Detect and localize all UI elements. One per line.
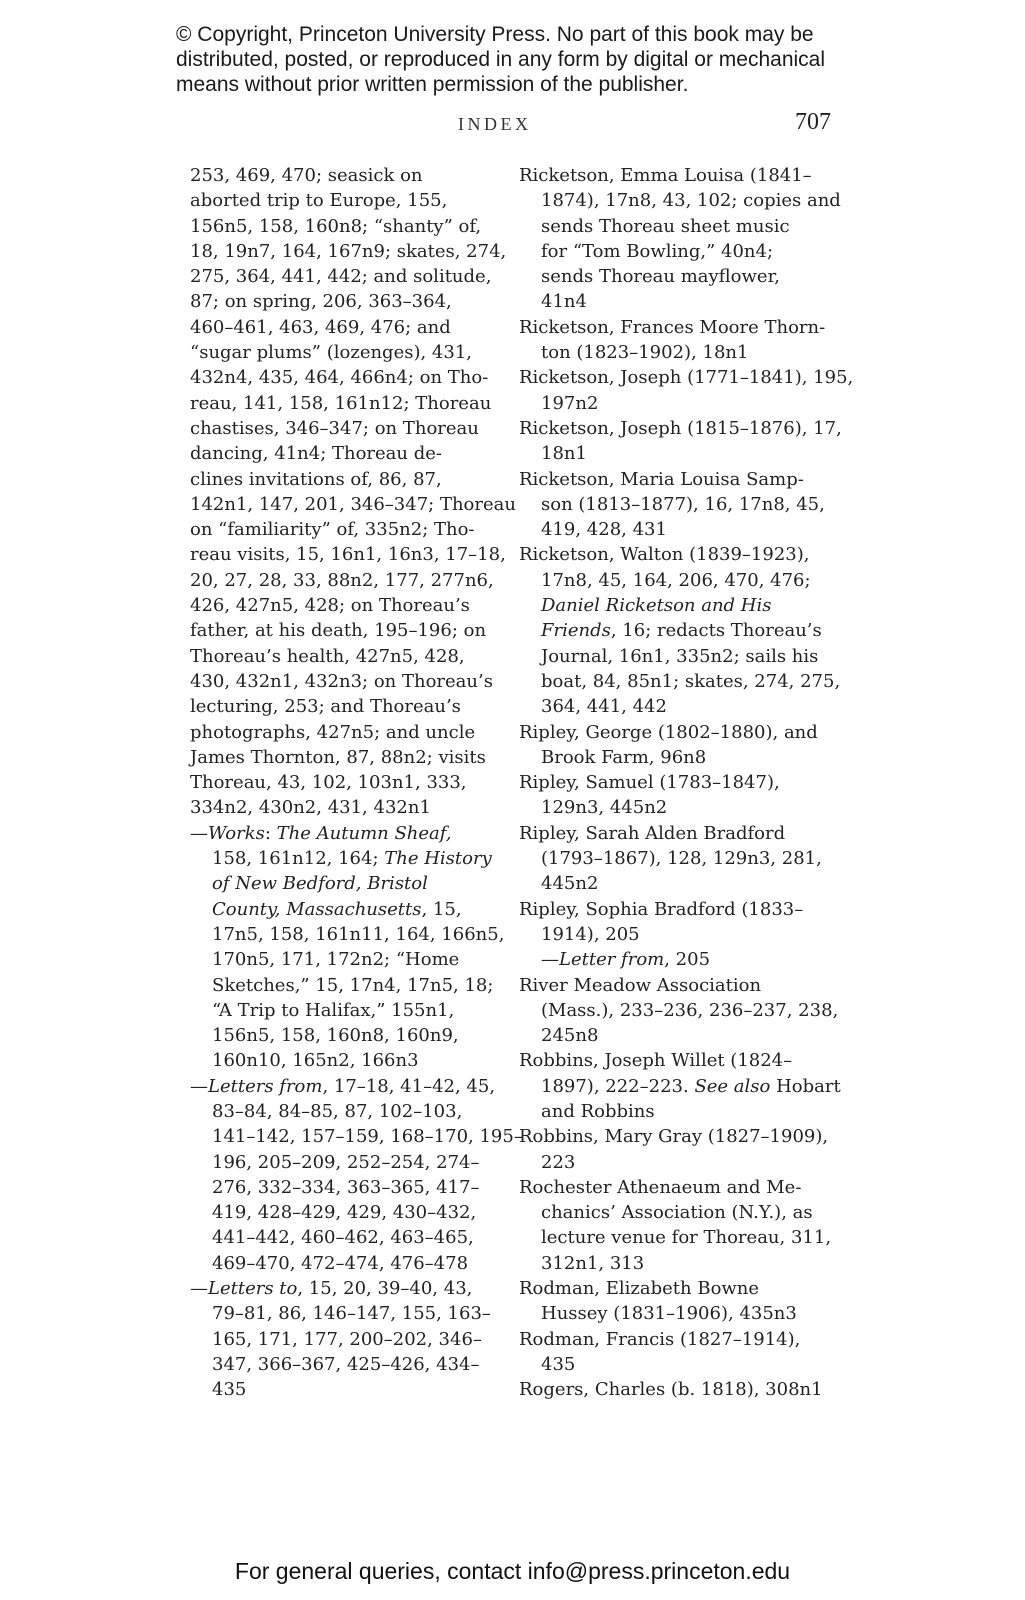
- index-italic-text: Letter from: [559, 949, 665, 971]
- index-line: [519, 1251, 839, 1276]
- index-text: 276, 332–334, 363–365, 417–: [212, 1176, 480, 1198]
- index-line: [190, 1276, 500, 1301]
- index-text: father, at his death, 195–196; on: [190, 620, 487, 642]
- index-line: [190, 441, 500, 466]
- index-line: [190, 365, 500, 390]
- index-line: [519, 1074, 839, 1099]
- copyright-notice-line: distributed, posted, or reproduced in any form by digital or mechanical: [176, 48, 826, 71]
- index-text: River Meadow Association: [519, 974, 762, 996]
- index-line: [519, 770, 839, 795]
- index-line: [519, 821, 839, 846]
- index-text: —: [190, 822, 208, 844]
- index-text: 469–470, 472–474, 476–478: [212, 1252, 469, 1274]
- index-line: [519, 239, 839, 264]
- index-line: [519, 1327, 839, 1352]
- index-text: :: [264, 822, 277, 844]
- index-italic-text: Works: [208, 822, 265, 844]
- index-text: , 15, 20, 39–40, 43,: [297, 1278, 473, 1300]
- index-text: Journal, 16n1, 335n2; sails his: [541, 645, 819, 667]
- index-line: [519, 188, 839, 213]
- index-text: Hussey (1831–1906), 435n3: [541, 1303, 797, 1325]
- index-text: 17n8, 45, 164, 206, 470, 476;: [541, 569, 811, 591]
- index-text: 142n1, 147, 201, 346–347; Thoreau: [190, 493, 516, 515]
- index-line: [190, 1099, 500, 1124]
- index-line: [190, 973, 500, 998]
- index-text: 253, 469, 470; seasick on: [190, 165, 423, 186]
- index-text: Ricketson, Walton (1839–1923),: [519, 544, 810, 566]
- index-line: [190, 694, 500, 719]
- index-italic-text: Letters from: [208, 1075, 323, 1097]
- index-line: [190, 593, 500, 618]
- index-line: [519, 416, 842, 441]
- index-line: [519, 492, 839, 517]
- index-line: [190, 188, 500, 213]
- index-text: 196, 205–209, 252–254, 274–: [212, 1151, 480, 1173]
- index-text: 170n5, 171, 172n2; “Home: [212, 949, 460, 971]
- index-text: reau, 141, 158, 161n12; Thoreau: [190, 392, 492, 414]
- copyright-notice-line: © Copyright, Princeton University Press. No part of this book may be: [176, 23, 814, 46]
- index-line: [519, 669, 839, 694]
- index-line: [519, 897, 839, 922]
- index-line: [519, 998, 839, 1023]
- index-text: Ricketson, Joseph (1815–1876), 17,: [519, 417, 842, 439]
- index-text: (Mass.), 233–236, 236–237, 238,: [541, 999, 839, 1021]
- index-italic-text: See also: [694, 1075, 771, 1097]
- index-text: lecture venue for Thoreau, 311,: [541, 1227, 832, 1249]
- index-text: boat, 84, 85n1; skates, 274, 275,: [541, 670, 841, 692]
- index-italic-text: Friends: [541, 620, 611, 642]
- index-line: [190, 289, 500, 314]
- index-text: Robbins, Joseph Willet (1824–: [519, 1050, 793, 1072]
- index-line: [190, 467, 500, 492]
- index-line: [519, 973, 839, 998]
- index-text: Ricketson, Maria Louisa Samp-: [519, 468, 804, 490]
- index-italic-text: Letters to: [208, 1278, 298, 1300]
- index-line: [190, 239, 507, 264]
- index-line: [519, 1048, 839, 1073]
- index-text: for “Tom Bowling,” 40n4;: [541, 240, 774, 262]
- index-line: [190, 1175, 500, 1200]
- index-text: sends Thoreau sheet music: [541, 215, 790, 237]
- index-line: [519, 264, 839, 289]
- index-text: ton (1823–1902), 18n1: [541, 342, 749, 364]
- index-text: 445n2: [541, 873, 599, 895]
- index-text: 20, 27, 28, 33, 88n2, 177, 277n6,: [190, 569, 494, 591]
- index-text: 197n2: [541, 392, 599, 414]
- index-text: Ricketson, Emma Louisa (1841–: [519, 165, 812, 186]
- index-line: [190, 897, 500, 922]
- index-line: [190, 745, 500, 770]
- copyright-notice-line: means without prior written permission of the publisher.: [176, 73, 689, 96]
- index-line: [519, 517, 839, 542]
- index-line: [519, 871, 839, 896]
- index-text: 87; on spring, 206, 363–364,: [190, 291, 452, 313]
- index-text: chastises, 346–347; on Thoreau: [190, 417, 479, 439]
- index-text: 312n1, 313: [541, 1252, 645, 1274]
- index-text: Ricketson, Frances Moore Thorn-: [519, 316, 826, 338]
- index-text: Ripley, George (1802–1880), and: [519, 721, 818, 743]
- index-line: [519, 1225, 839, 1250]
- index-text: chanics’ Association (N.Y.), as: [541, 1202, 813, 1224]
- index-line: [190, 1074, 500, 1099]
- index-line: [519, 1099, 839, 1124]
- index-text: 141–142, 157–159, 168–170, 195–: [212, 1126, 523, 1148]
- index-line: [519, 1150, 839, 1175]
- index-text: , 15,: [421, 898, 462, 920]
- index-line: [519, 568, 839, 593]
- index-line: [190, 264, 500, 289]
- index-text: sends Thoreau mayflower,: [541, 266, 780, 288]
- index-text: James Thornton, 87, 88n2; visits: [190, 746, 486, 768]
- index-line: [519, 1124, 839, 1149]
- index-text: 17n5, 158, 161n11, 164, 166n5,: [212, 923, 505, 945]
- index-text: and Robbins: [541, 1100, 655, 1122]
- index-line: [190, 1377, 500, 1402]
- index-line: [190, 871, 500, 896]
- index-line: [190, 998, 500, 1023]
- index-line: [190, 1251, 500, 1276]
- index-line: [190, 947, 500, 972]
- index-text: (1793–1867), 128, 129n3, 281,: [541, 848, 822, 870]
- index-line: [519, 846, 839, 871]
- index-text: 245n8: [541, 1025, 599, 1047]
- index-text: photographs, 427n5; and uncle: [190, 721, 476, 743]
- index-line: [190, 669, 500, 694]
- index-text: 165, 171, 177, 200–202, 346–: [212, 1328, 482, 1350]
- index-text: Rodman, Francis (1827–1914),: [519, 1328, 801, 1350]
- index-text: 430, 432n1, 432n3; on Thoreau’s: [190, 670, 493, 692]
- index-line: [519, 947, 839, 972]
- index-text: dancing, 41n4; Thoreau de-: [190, 443, 442, 465]
- index-line: [519, 1023, 839, 1048]
- index-line: [190, 1124, 523, 1149]
- index-line: [519, 1377, 839, 1402]
- index-text: 18n1: [541, 443, 587, 465]
- index-line: [190, 1023, 500, 1048]
- index-line: [190, 1301, 500, 1326]
- index-line: [190, 644, 500, 669]
- index-text: on “familiarity” of, 335n2; Tho-: [190, 519, 475, 541]
- index-text: 223: [541, 1151, 576, 1173]
- index-text: 83–84, 84–85, 87, 102–103,: [212, 1100, 463, 1122]
- index-italic-text: The History: [384, 848, 492, 870]
- index-line: [190, 214, 500, 239]
- index-text: 419, 428, 431: [541, 519, 667, 541]
- index-text: 129n3, 445n2: [541, 797, 668, 819]
- index-text: —: [541, 949, 559, 971]
- index-line: [190, 846, 500, 871]
- index-text: 275, 364, 441, 442; and solitude,: [190, 266, 492, 288]
- index-text: , 17–18, 41–42, 45,: [322, 1075, 496, 1097]
- index-line: [190, 391, 500, 416]
- index-text: Ripley, Samuel (1783–1847),: [519, 772, 780, 794]
- index-line: [190, 542, 506, 567]
- index-text: “A Trip to Halifax,” 155n1,: [212, 999, 455, 1021]
- index-line: [190, 315, 500, 340]
- index-line: [519, 1352, 839, 1377]
- index-text: “sugar plums” (lozenges), 431,: [190, 342, 473, 364]
- index-line: [519, 1301, 839, 1326]
- index-text: 1897), 222–223.: [541, 1075, 695, 1097]
- index-text: 435: [212, 1379, 247, 1401]
- index-line: [519, 694, 839, 719]
- index-text: 460–461, 463, 469, 476; and: [190, 316, 451, 338]
- index-line: [190, 1048, 500, 1073]
- index-text: 364, 441, 442: [541, 696, 667, 718]
- index-line: [190, 340, 500, 365]
- index-line: [190, 1225, 500, 1250]
- index-text: 41n4: [541, 291, 587, 313]
- index-line: [519, 391, 839, 416]
- index-text: Rochester Athenaeum and Me-: [519, 1176, 802, 1198]
- index-line: [190, 416, 500, 441]
- index-text: Ricketson, Joseph (1771–1841), 195,: [519, 367, 854, 389]
- index-text: reau visits, 15, 16n1, 16n3, 17–18,: [190, 544, 506, 566]
- index-text: Brook Farm, 96n8: [541, 746, 707, 768]
- running-head: INDEX: [458, 114, 532, 134]
- index-text: Hobart: [770, 1075, 841, 1097]
- index-text: 156n5, 158, 160n8; “shanty” of,: [190, 215, 482, 237]
- index-line: [519, 542, 839, 567]
- index-text: 432n4, 435, 464, 466n4; on Tho-: [190, 367, 489, 389]
- index-line: [519, 795, 839, 820]
- index-line: [190, 568, 500, 593]
- index-text: 160n10, 165n2, 166n3: [212, 1050, 419, 1072]
- index-text: Rodman, Elizabeth Bowne: [519, 1278, 760, 1300]
- index-line: [190, 1327, 500, 1352]
- index-text: 1914), 205: [541, 923, 640, 945]
- index-line: [519, 214, 839, 239]
- index-text: Robbins, Mary Gray (1827–1909),: [519, 1126, 829, 1148]
- index-line: [519, 467, 839, 492]
- page-number: 707: [795, 109, 831, 135]
- index-text: 441–442, 460–462, 463–465,: [212, 1227, 474, 1249]
- index-line: [519, 1200, 839, 1225]
- index-italic-text: of New Bedford, Bristol: [212, 873, 428, 895]
- index-text: —: [190, 1278, 208, 1300]
- copyright-notice: [176, 22, 876, 97]
- index-text: son (1813–1877), 16, 17n8, 45,: [541, 493, 825, 515]
- index-text: Ripley, Sophia Bradford (1833–: [519, 898, 804, 920]
- index-line: [190, 618, 500, 643]
- index-text: —: [190, 1075, 208, 1097]
- index-line: [190, 1352, 500, 1377]
- index-line: [519, 365, 854, 390]
- index-text: Thoreau, 43, 102, 103n1, 333,: [190, 772, 467, 794]
- index-line: [190, 795, 500, 820]
- index-line: [519, 720, 839, 745]
- index-italic-text: The Autumn Sheaf,: [276, 822, 452, 844]
- footer-contact: For general queries, contact info@press.princeton.edu: [234, 1558, 791, 1584]
- index-line: [190, 1200, 500, 1225]
- index-column-right: [519, 163, 854, 1403]
- index-text: 156n5, 158, 160n8, 160n9,: [212, 1025, 459, 1047]
- index-italic-text: Daniel Ricketson and His: [541, 595, 772, 617]
- index-line: [190, 922, 505, 947]
- index-text: Sketches,” 15, 17n4, 17n5, 18;: [212, 974, 494, 996]
- index-line: [519, 289, 839, 314]
- index-text: , 16; redacts Thoreau’s: [610, 620, 822, 642]
- index-line: [519, 593, 839, 618]
- index-line: [519, 163, 839, 188]
- index-text: aborted trip to Europe, 155,: [190, 190, 448, 212]
- index-text: lecturing, 253; and Thoreau’s: [190, 696, 461, 718]
- index-line: [190, 821, 500, 846]
- index-text: 18, 19n7, 164, 167n9; skates, 274,: [190, 240, 507, 262]
- index-text: Thoreau’s health, 427n5, 428,: [190, 645, 465, 667]
- index-text: , 205: [664, 949, 711, 971]
- index-text: 334n2, 430n2, 431, 432n1: [190, 797, 431, 819]
- index-line: [519, 745, 839, 770]
- index-line: [190, 770, 500, 795]
- index-line: [519, 1276, 839, 1301]
- index-italic-text: County, Massachusetts: [212, 898, 422, 920]
- index-text: Ripley, Sarah Alden Bradford: [519, 822, 786, 844]
- index-line: [190, 492, 516, 517]
- index-line: [519, 922, 839, 947]
- index-text: clines invitations of, 86, 87,: [190, 468, 442, 490]
- index-text: 419, 428–429, 429, 430–432,: [212, 1202, 477, 1224]
- index-text: 426, 427n5, 428; on Thoreau’s: [190, 595, 470, 617]
- index-line: [190, 163, 500, 188]
- index-line: [519, 1175, 839, 1200]
- index-line: [519, 315, 839, 340]
- index-text: 435: [541, 1353, 576, 1375]
- index-text: 158, 161n12, 164;: [212, 848, 385, 870]
- index-text: Rogers, Charles (b. 1818), 308n1: [519, 1379, 823, 1401]
- index-line: [190, 720, 500, 745]
- index-text: 79–81, 86, 146–147, 155, 163–: [212, 1303, 491, 1325]
- index-text: 1874), 17n8, 43, 102; copies and: [541, 190, 841, 212]
- index-line: [190, 1150, 500, 1175]
- index-line: [519, 441, 839, 466]
- index-line: [519, 618, 839, 643]
- index-line: [190, 517, 500, 542]
- index-line: [519, 340, 839, 365]
- index-line: [519, 644, 839, 669]
- index-text: 347, 366–367, 425–426, 434–: [212, 1353, 480, 1375]
- index-column-left: [190, 163, 523, 1403]
